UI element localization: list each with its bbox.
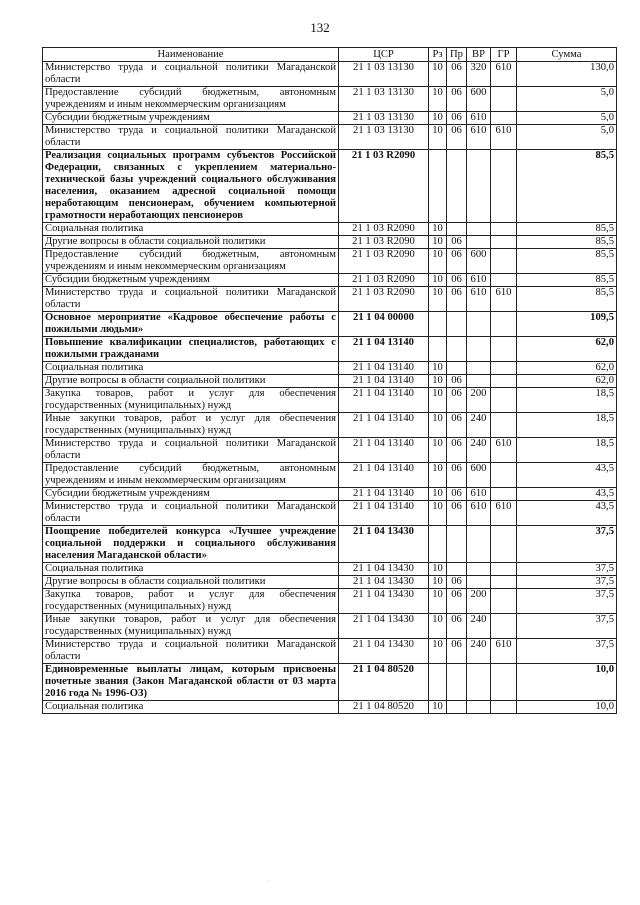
cell-rz: 10 [429,362,447,375]
cell-csr: 21 1 04 13140 [339,413,429,438]
cell-csr: 21 1 03 13130 [339,125,429,150]
cell-name: Субсидии бюджетным учреждениям [43,488,339,501]
cell-vr [467,664,491,701]
table-row [43,488,617,501]
cell-name: Социальная политика [43,701,339,714]
cell-name: Министерство труда и социальной политики Магаданской области [43,438,339,463]
cell-vr: 240 [467,413,491,438]
cell-name: Другие вопросы в области социальной политики [43,576,339,589]
cell-vr: 610 [467,125,491,150]
cell-csr: 21 1 04 13140 [339,375,429,388]
cell-name: Повышение квалификации специалистов, работающих с пожилыми гражданами [43,337,339,362]
cell-gr [491,236,517,249]
cell-pr: 06 [447,87,467,112]
cell-gr [491,563,517,576]
cell-vr: 610 [467,112,491,125]
cell-name: Предоставление субсидий бюджетным, автономным учреждениям и иным некоммерческим организациям [43,87,339,112]
cell-sum: 5,0 [517,125,617,150]
header-name: Наименование [43,48,339,62]
cell-name: Другие вопросы в области социальной политики [43,236,339,249]
table-row [43,287,617,312]
cell-vr [467,701,491,714]
table-row [43,375,617,388]
header-vr: ВР [467,48,491,62]
cell-vr: 600 [467,87,491,112]
cell-name: Субсидии бюджетным учреждениям [43,274,339,287]
cell-sum: 37,5 [517,639,617,664]
cell-name: Министерство труда и социальной политики Магаданской области [43,287,339,312]
cell-pr: 06 [447,125,467,150]
table-row [43,614,617,639]
cell-csr: 21 1 04 13430 [339,639,429,664]
cell-vr: 240 [467,614,491,639]
table-row [43,438,617,463]
table-body [43,62,617,714]
cell-pr [447,563,467,576]
cell-name: Поощрение победителей конкурса «Лучшее учреждение социальной поддержки и социального обслуживания населения Магаданской области» [43,526,339,563]
cell-gr [491,150,517,223]
cell-pr [447,362,467,375]
cell-csr: 21 1 04 13430 [339,589,429,614]
cell-gr [491,112,517,125]
cell-gr [491,526,517,563]
cell-rz [429,150,447,223]
cell-pr: 06 [447,62,467,87]
cell-pr: 06 [447,463,467,488]
cell-pr: 06 [447,112,467,125]
cell-rz [429,312,447,337]
cell-sum: 18,5 [517,413,617,438]
cell-vr: 320 [467,62,491,87]
cell-sum: 37,5 [517,576,617,589]
cell-vr: 600 [467,249,491,274]
cell-sum: 130,0 [517,62,617,87]
cell-gr: 610 [491,287,517,312]
cell-rz: 10 [429,576,447,589]
cell-pr [447,312,467,337]
cell-sum: 109,5 [517,312,617,337]
cell-csr: 21 1 04 80520 [339,701,429,714]
cell-rz: 10 [429,112,447,125]
cell-name: Министерство труда и социальной политики Магаданской области [43,125,339,150]
cell-vr [467,526,491,563]
cell-name: Основное мероприятие «Кадровое обеспечение работы с пожилыми людьми» [43,312,339,337]
cell-rz [429,337,447,362]
cell-rz: 10 [429,375,447,388]
table-row [43,112,617,125]
cell-name: Министерство труда и социальной политики Магаданской области [43,62,339,87]
cell-gr: 610 [491,501,517,526]
cell-sum: 85,5 [517,287,617,312]
table-header-row [43,48,617,62]
cell-pr: 06 [447,501,467,526]
cell-csr: 21 1 04 13430 [339,614,429,639]
cell-name: Социальная политика [43,563,339,576]
cell-pr [447,701,467,714]
cell-vr: 610 [467,488,491,501]
cell-gr [491,463,517,488]
cell-pr: 06 [447,388,467,413]
header-csr: ЦСР [339,48,429,62]
table-row [43,701,617,714]
table-row [43,463,617,488]
cell-rz: 10 [429,614,447,639]
table-row [43,589,617,614]
cell-vr: 200 [467,388,491,413]
scan-dot: · [268,878,270,884]
cell-pr: 06 [447,375,467,388]
page-number: 132 [310,20,330,35]
table-row [43,312,617,337]
table-row [43,62,617,87]
cell-rz: 10 [429,639,447,664]
table-row [43,274,617,287]
cell-sum: 5,0 [517,87,617,112]
cell-gr [491,312,517,337]
cell-csr: 21 1 04 80520 [339,664,429,701]
cell-csr: 21 1 04 13140 [339,501,429,526]
table-row [43,236,617,249]
cell-rz: 10 [429,413,447,438]
cell-gr [491,614,517,639]
cell-sum: 10,0 [517,701,617,714]
cell-vr [467,236,491,249]
cell-rz [429,664,447,701]
cell-vr [467,150,491,223]
cell-name: Единовременные выплаты лицам, которым присвоены почетные звания (Закон Магаданской области от 03 марта 2016 года № 1996-ОЗ) [43,664,339,701]
cell-rz: 10 [429,701,447,714]
cell-rz: 10 [429,438,447,463]
cell-sum: 37,5 [517,614,617,639]
cell-gr [491,362,517,375]
cell-name: Субсидии бюджетным учреждениям [43,112,339,125]
cell-gr [491,576,517,589]
table-row [43,563,617,576]
cell-gr [491,413,517,438]
cell-name: Закупка товаров, работ и услуг для обеспечения государственных (муниципальных) нужд [43,589,339,614]
cell-csr: 21 1 04 13430 [339,563,429,576]
cell-rz: 10 [429,125,447,150]
cell-sum: 5,0 [517,112,617,125]
cell-name: Иные закупки товаров, работ и услуг для обеспечения государственных (муниципальных) нужд [43,413,339,438]
cell-vr [467,563,491,576]
cell-rz: 10 [429,236,447,249]
table-row [43,223,617,236]
cell-gr [491,375,517,388]
cell-sum: 37,5 [517,526,617,563]
cell-vr [467,362,491,375]
cell-sum: 85,5 [517,249,617,274]
table-row [43,337,617,362]
cell-gr: 610 [491,62,517,87]
cell-csr: 21 1 04 13140 [339,488,429,501]
cell-sum: 85,5 [517,274,617,287]
cell-gr [491,589,517,614]
cell-csr: 21 1 03 R2090 [339,249,429,274]
cell-gr [491,337,517,362]
table-row [43,87,617,112]
cell-pr: 06 [447,576,467,589]
table-row [43,639,617,664]
cell-csr: 21 1 04 13430 [339,526,429,563]
cell-name: Министерство труда и социальной политики Магаданской области [43,501,339,526]
header-rz: Рз [429,48,447,62]
cell-csr: 21 1 04 13140 [339,362,429,375]
cell-name: Другие вопросы в области социальной политики [43,375,339,388]
cell-rz: 10 [429,87,447,112]
cell-vr: 240 [467,639,491,664]
cell-rz [429,526,447,563]
cell-pr [447,526,467,563]
header-gr: ГР [491,48,517,62]
cell-vr [467,337,491,362]
cell-gr [491,388,517,413]
cell-vr: 610 [467,274,491,287]
table-row [43,664,617,701]
cell-pr: 06 [447,236,467,249]
cell-rz: 10 [429,463,447,488]
cell-csr: 21 1 03 R2090 [339,150,429,223]
cell-name: Иные закупки товаров, работ и услуг для обеспечения государственных (муниципальных) нужд [43,614,339,639]
cell-csr: 21 1 04 13140 [339,438,429,463]
cell-sum: 85,5 [517,236,617,249]
cell-sum: 43,5 [517,488,617,501]
cell-vr: 200 [467,589,491,614]
cell-vr: 610 [467,501,491,526]
cell-rz: 10 [429,563,447,576]
cell-name: Предоставление субсидий бюджетным, автономным учреждениям и иным некоммерческим организациям [43,249,339,274]
cell-sum: 43,5 [517,463,617,488]
cell-csr: 21 1 03 R2090 [339,274,429,287]
cell-gr: 610 [491,125,517,150]
cell-name: Социальная политика [43,223,339,236]
cell-pr: 06 [447,274,467,287]
cell-rz: 10 [429,388,447,413]
cell-name: Закупка товаров, работ и услуг для обеспечения государственных (муниципальных) нужд [43,388,339,413]
cell-csr: 21 1 04 13140 [339,463,429,488]
cell-pr: 06 [447,438,467,463]
cell-rz: 10 [429,223,447,236]
budget-table [42,47,617,714]
cell-sum: 43,5 [517,501,617,526]
cell-vr: 610 [467,287,491,312]
table-row [43,388,617,413]
cell-name: Социальная политика [43,362,339,375]
cell-sum: 18,5 [517,438,617,463]
table-row [43,526,617,563]
cell-sum: 62,0 [517,362,617,375]
cell-vr [467,312,491,337]
cell-sum: 62,0 [517,337,617,362]
header-sum: Сумма [517,48,617,62]
cell-gr: 610 [491,438,517,463]
table-row [43,501,617,526]
cell-gr [491,664,517,701]
table-row [43,362,617,375]
cell-pr: 06 [447,639,467,664]
cell-pr: 06 [447,413,467,438]
cell-csr: 21 1 04 13140 [339,337,429,362]
cell-pr [447,337,467,362]
cell-sum: 18,5 [517,388,617,413]
cell-pr [447,223,467,236]
cell-pr: 06 [447,488,467,501]
cell-pr [447,664,467,701]
cell-sum: 85,5 [517,150,617,223]
cell-csr: 21 1 03 13130 [339,87,429,112]
cell-gr [491,249,517,274]
cell-sum: 37,5 [517,563,617,576]
cell-vr: 240 [467,438,491,463]
cell-name: Реализация социальных программ субъектов Российской Федерации, связанных с укреплением материально-технической базы учреждений социального обслуживания населения, оказанием адресной социальной помощи неработающим пенсионерам, обучением компьютерной грамотности неработающих пенсионеров [43,150,339,223]
table-row [43,150,617,223]
cell-name: Предоставление субсидий бюджетным, автономным учреждениям и иным некоммерческим организациям [43,463,339,488]
cell-gr [491,701,517,714]
cell-sum: 62,0 [517,375,617,388]
cell-csr: 21 1 03 R2090 [339,287,429,312]
cell-rz: 10 [429,62,447,87]
cell-gr [491,488,517,501]
cell-name: Министерство труда и социальной политики Магаданской области [43,639,339,664]
cell-rz: 10 [429,501,447,526]
cell-sum: 37,5 [517,589,617,614]
cell-vr [467,375,491,388]
cell-rz: 10 [429,274,447,287]
cell-csr: 21 1 04 13140 [339,388,429,413]
header-pr: Пр [447,48,467,62]
cell-rz: 10 [429,287,447,312]
cell-vr [467,223,491,236]
cell-csr: 21 1 03 R2090 [339,236,429,249]
cell-csr: 21 1 04 00000 [339,312,429,337]
table-row [43,249,617,274]
cell-gr: 610 [491,639,517,664]
cell-csr: 21 1 03 13130 [339,112,429,125]
cell-pr: 06 [447,287,467,312]
cell-gr [491,223,517,236]
cell-rz: 10 [429,249,447,274]
cell-csr: 21 1 03 13130 [339,62,429,87]
cell-pr: 06 [447,614,467,639]
table-row [43,125,617,150]
cell-sum: 85,5 [517,223,617,236]
cell-rz: 10 [429,589,447,614]
cell-gr [491,87,517,112]
cell-rz: 10 [429,488,447,501]
cell-pr [447,150,467,223]
table-row [43,576,617,589]
cell-csr: 21 1 04 13430 [339,576,429,589]
cell-pr: 06 [447,589,467,614]
cell-pr: 06 [447,249,467,274]
cell-gr [491,274,517,287]
cell-vr [467,576,491,589]
cell-sum: 10,0 [517,664,617,701]
cell-vr: 600 [467,463,491,488]
table-row [43,413,617,438]
cell-csr: 21 1 03 R2090 [339,223,429,236]
